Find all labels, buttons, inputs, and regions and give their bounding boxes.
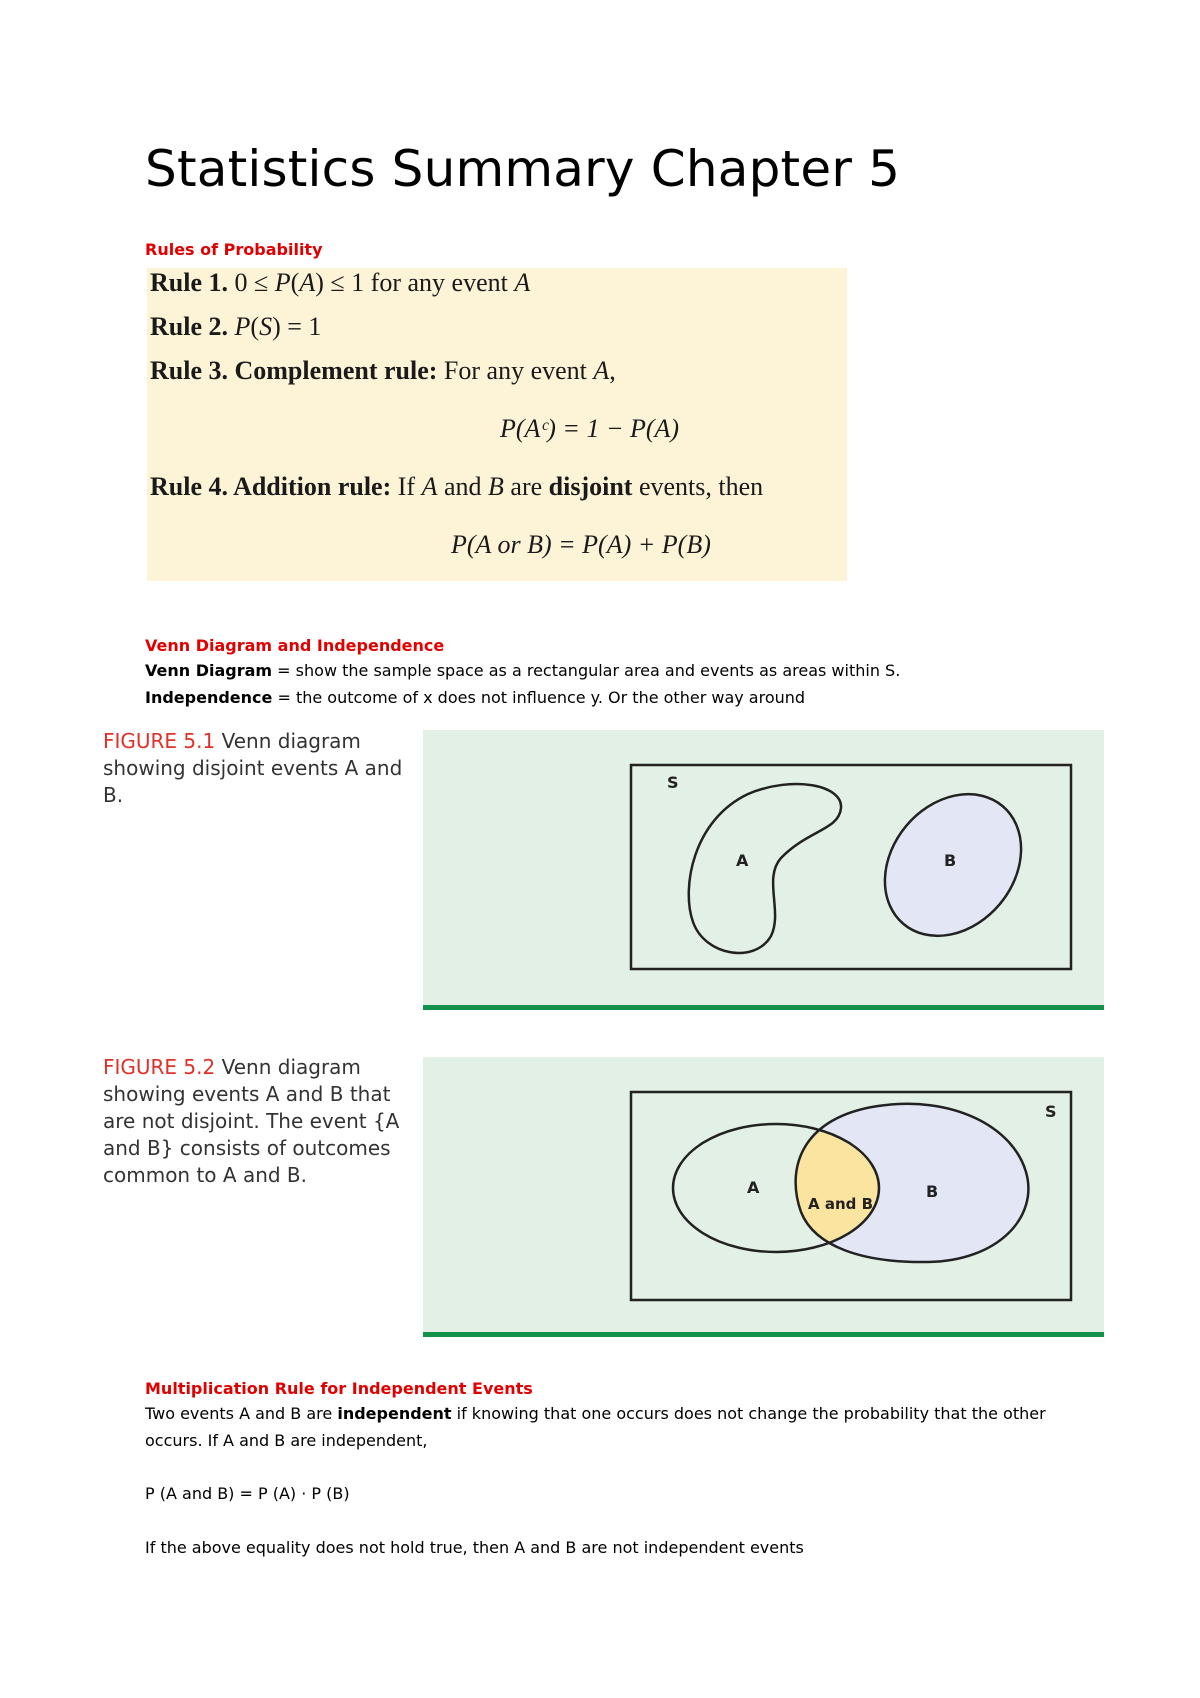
figure-5-2-panel: [423, 1057, 1104, 1335]
s-label: S: [667, 773, 679, 792]
a-label: A: [736, 851, 749, 870]
a-and-b-label: A and B: [808, 1195, 874, 1213]
rule-4: Rule 4. Addition rule: If A and B are disjoint events, then: [150, 472, 764, 501]
rule-3: Rule 3. Complement rule: For any event A,: [150, 356, 616, 385]
independence-paragraph: Two events A and B are independent if knowing that one occurs does not change the probability that the other occurs. If A and B are independent,: [145, 1404, 1046, 1450]
conclusion-text: If the above equality does not hold true, then A and B are not independent events: [145, 1538, 804, 1557]
rules-of-probability-box: [147, 268, 847, 581]
figure-5-2-venn-diagram: [423, 1057, 1104, 1335]
figure-5-2-caption: FIGURE 5.2 Venn diagram showing events A and B that are not disjoint. The event {A and B} consists of outcomes common to A and B.: [103, 1055, 400, 1187]
rules-heading: Rules of Probability: [145, 240, 323, 259]
figure-5-2-rule: [423, 1332, 1104, 1337]
complement-formula: P(Aᶜ) = 1 − P(A): [500, 414, 680, 443]
independence-definition: Independence = the outcome of x does not influence y. Or the other way around: [145, 688, 806, 707]
figure-5-1-caption: FIGURE 5.1 Venn diagram showing disjoint events A and B.: [103, 729, 403, 807]
event-a-shape: [689, 784, 841, 953]
figure-5-1-venn-diagram: [423, 730, 1104, 1008]
addition-formula: P(A or B) = P(A) + P(B): [451, 530, 711, 559]
s-label: S: [1045, 1102, 1057, 1121]
multiplication-formula: P (A and B) = P (A) · P (B): [145, 1484, 350, 1503]
page-title: Statistics Summary Chapter 5: [145, 140, 901, 198]
figure-5-1-panel: [423, 730, 1104, 1008]
b-label: B: [944, 851, 957, 870]
rule-2: Rule 2. P(S) = 1: [150, 312, 322, 341]
figure-5-1-rule: [423, 1005, 1104, 1010]
b-label: B: [926, 1182, 939, 1201]
venn-heading: Venn Diagram and Independence: [145, 636, 445, 655]
venn-definition: Venn Diagram = show the sample space as a rectangular area and events as areas within S.: [145, 661, 901, 680]
rule-1: Rule 1. 0 ≤ P(A) ≤ 1 for any event A: [150, 268, 531, 297]
multiplication-heading: Multiplication Rule for Independent Events: [145, 1379, 533, 1398]
a-label: A: [747, 1178, 760, 1197]
